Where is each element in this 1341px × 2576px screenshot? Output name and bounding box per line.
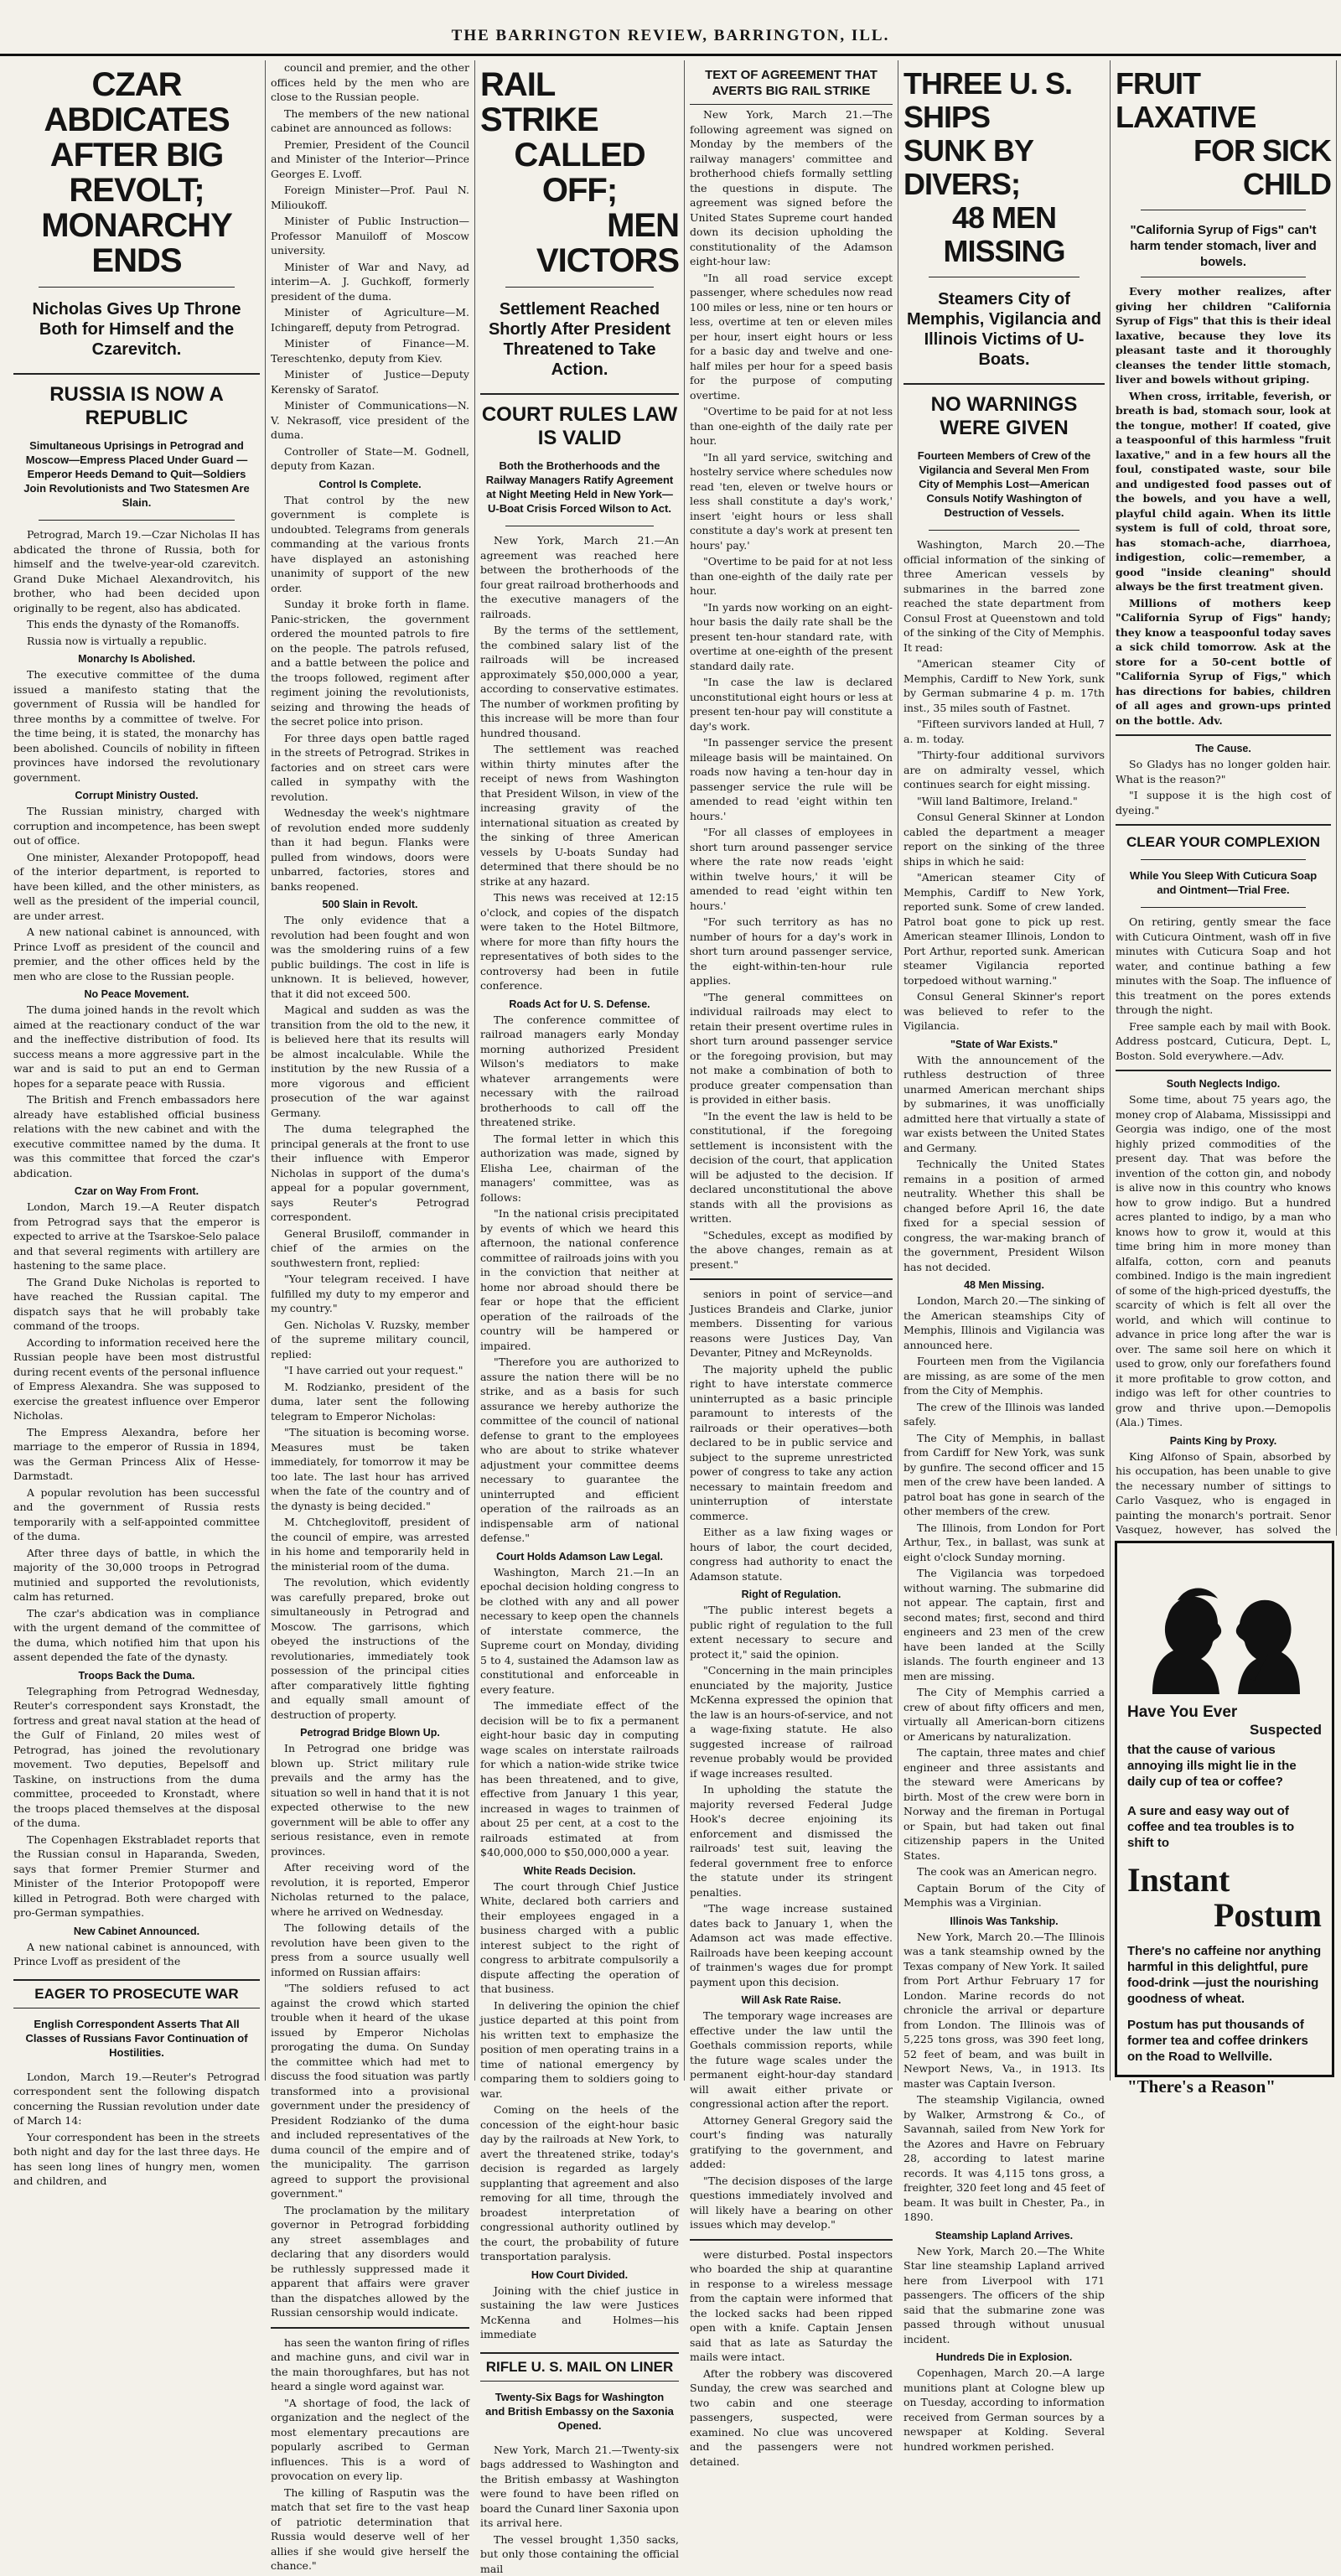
paragraph: A popular revolution has been successful and the government of Russia rests temporarily with a self-appointed committee of the duma. xyxy=(13,1485,260,1544)
deck: English Correspondent Asserts That All Classes of Russians Favor Continuation of Hostilities. xyxy=(18,2017,255,2060)
subhead: Hundreds Die in Explosion. xyxy=(903,2351,1105,2363)
paragraph: New York, March 21.—The following agreement was signed on Monday by the members of the railway managers' committee and brotherhood chiefs formally settling the questions in dispute. The agreement was signed before the United States Supreme court handed down its decision upholding the constitutionality of the Adamson eight-hour law: xyxy=(690,107,893,269)
paragraph: One minister, Alexander Protopopoff, head of the interior department, is reported to have been killed, and the other ministers, as well as the president of the imperial council, are under arrest. xyxy=(13,850,260,924)
paragraph: The City of Memphis carried a crew of about fifty officers and men, virtually all American-born citizens or Americans by naturalization. xyxy=(903,1685,1105,1744)
paragraph: New York, March 20.—The White Star line steamship Lapland arrived here from Liverpool with 171 passengers. The officers of the ship said that the submarine zone was passed through without unusual incident. xyxy=(903,2244,1105,2347)
paragraph: After receiving word of the revolution, it is reported, Emperor Nicholas returned to the palace, where he arrived on Wednesday. xyxy=(271,1860,469,1919)
secondary-headline: COURT RULES LAW IS VALID xyxy=(480,393,679,450)
subhead: Illinois Was Tankship. xyxy=(903,1915,1105,1927)
paragraph: Magical and sudden as was the transition from the old to the new, it is believed here that its results will be almost incalculable. While the institution by the new Russia of a more vigorous and efficient prosecution of the war against Germany. xyxy=(271,1003,469,1120)
ad-line: Postum has put thousands of former tea and coffee drinkers on the Road to Wellville. xyxy=(1127,2017,1322,2065)
ad-line: that the cause of various annoying ills might lie in the daily cup of tea or coffee? xyxy=(1127,1742,1322,1790)
subhead: Steamship Lapland Arrives. xyxy=(903,2230,1105,2242)
paragraph: Attorney General Gregory said the court's finding was naturally gratifying to the government, and added: xyxy=(690,2113,893,2172)
masthead-title: THE BARRINGTON REVIEW, BARRINGTON, ILL. xyxy=(0,27,1341,45)
paragraph: Joining with the chief justice in sustaining the law were Justices McKenna and Holmes—his immediate xyxy=(480,2283,679,2342)
headline-line: MONARCHY ENDS xyxy=(13,208,260,278)
paragraph: General Brusiloff, commander in chief of the armies on the southwestern front, replied: xyxy=(271,1226,469,1271)
paragraph: "Overtime to be paid for at not less than one-eighth of the daily rate per hour. xyxy=(690,554,893,599)
paragraph: "In case the law is declared unconstitutional eight hours or less at present ten-hour pay will constitute a day's work. xyxy=(690,675,893,733)
paragraph: On retiring, gently smear the face with Cuticura Ointment, wash off in five minutes with Cuticura Soap and hot water, and continue bathing a few minutes with the Soap. The influence of this treatment on the pores extends through the night. xyxy=(1116,915,1331,1018)
subhead: Will Ask Rate Raise. xyxy=(690,1994,893,2006)
paragraph: A new national cabinet is announced, with Prince Lvoff as president of the xyxy=(13,1940,260,1969)
paragraph: London, March 19.—A Reuter dispatch from Petrograd says that the emperor is expected to arrive at the Tsarskoe-Selo palace and that several regiments with artillery are hastening to the same place. xyxy=(13,1200,260,1273)
paragraph: Premier, President of the Council and Minister of the Interior—Prince Georges E. Lvoff. xyxy=(271,137,469,182)
paragraph: "Therefore you are authorized to assure the nation there will be no strike, and as a basis for such assurance we hereby authorize the committee of the council of national defense to grant to the employees who are about to strike whatever adjustment your committee deems necessary to guarantee the uninterrupted and efficient operation of the railroads as an indispensable arm of national defense." xyxy=(480,1355,679,1546)
paragraph: The following details of the revolution have been given to the press from a source usually well informed on Russian affairs: xyxy=(271,1920,469,1979)
headline-laxative xyxy=(1116,67,1331,201)
paragraph: Russia now is virtually a republic. xyxy=(13,634,260,649)
paragraph: After the robbery was discovered Sunday, the crew was searched and two cabin and one steerage passengers, suspected, were examined. No clue was uncovered and the passengers were not detained. xyxy=(690,2366,893,2470)
ad-line: Have You Ever xyxy=(1127,1703,1322,1722)
paragraph: "In the event the law is held to be constitutional, if the foregoing settlement is inconsistent with the decision of the court, that application will be adjusted to the decision. If declared unconstitutional the above stands with all the provisions as written. xyxy=(690,1109,893,1226)
paragraph: This news was received at 12:15 o'clock, and copies of the dispatch were taken to the Hotel Biltmore, where for more than fifty hours the representatives of both sides to the controversy had been in futile conference. xyxy=(480,890,679,993)
postum-advertisement xyxy=(1115,1541,1334,2077)
headline-rifle-mail: RIFLE U. S. MAIL ON LINER xyxy=(480,2352,679,2382)
paragraph: The conference committee of railroad managers early Monday morning authorized President Wilson's mediators to make whatever arrangements were necessary with the railroad brotherhoods to call off the threatened strike. xyxy=(480,1013,679,1130)
paragraph: The czar's abdication was in compliance with the urgent demand of the committee of the duma, which notified him that upon his assent depended the fate of the dynasty. xyxy=(13,1606,260,1665)
ad-brand-postum: Postum xyxy=(1127,1898,1322,1933)
deck: While You Sleep With Cuticura Soap and Ointment—Trial Free. xyxy=(1121,868,1326,897)
paragraph: Petrograd, March 19.—Czar Nicholas II has abdicated the throne of Russia, both for himself and the twelve-year-old czarevitch. Grand Duke Michael Alexandrovitch, his brother, who had been decided upon originally to be regent, also has abdicated. xyxy=(13,527,260,615)
paragraph: Technically the United States remains in a position of armed neutrality. Whether this shall be changed before April 16, the date fixed for a special session of congress, the war-making branch of the government, President Wilson has not decided. xyxy=(903,1157,1105,1274)
paragraph: "For such territory as has no number of hours for a day's work in short turn around passenger service, the eight-within-ten-hour rule applies. xyxy=(690,915,893,988)
deck: Fourteen Members of Crew of the Vigilancia and Several Men From City of Memphis Lost—American Consuls Notify Washington of Destruction of Vessels. xyxy=(909,448,1100,520)
silhouette-heads-icon xyxy=(1127,1552,1325,1698)
ad-line: Suspected xyxy=(1127,1722,1322,1739)
masthead xyxy=(0,0,1341,56)
subhead: Control Is Complete. xyxy=(271,479,469,490)
paragraph: The Empress Alexandra, before her marriage to the emperor of Russia in 1894, was the German Princess Alix of Hesse-Darmstadt. xyxy=(13,1425,260,1484)
paragraph: seniors in point of service—and Justices Brandeis and Clarke, junior members. Dissenting for various reasons were Justices Day, Van Devanter, Pitney and McReynolds. xyxy=(690,1287,893,1361)
subhead: The Cause. xyxy=(1116,743,1331,754)
headline-line: MEN VICTORS xyxy=(480,208,679,278)
paragraph: The court through Chief Justice White, declared both carriers and their employees engaged in a business charged with a public interest subject to the right of congress to arbitrate compulsorily a dispute affecting the operation of that business. xyxy=(480,1879,679,1997)
column-fruit-laxative xyxy=(1111,60,1337,1536)
column-ships-sunk xyxy=(898,60,1111,2081)
paragraph: The cook was an American negro. xyxy=(903,1864,1105,1879)
paragraph: "I suppose it is the high cost of dyeing." xyxy=(1116,788,1331,817)
paragraph: "In all yard service, switching and hostelry service where schedules now read 'ten, eleven or twelve hours or less shall constitute a day's work,' insert 'eight hours or less shall constitute a day's work at present ten hours' pay.' xyxy=(690,450,893,553)
paragraph: M. Chtcheglovitoff, president of the council of empire, was arrested in his home and temporarily held in the ministerial room of the duma. xyxy=(271,1515,469,1573)
paragraph: Consul General Skinner at London cabled the department a meager report on the sinking of the three ships in which he said: xyxy=(903,810,1105,868)
subheadline: Nicholas Gives Up Throne Both for Himself and the Czarevitch. xyxy=(13,299,260,360)
ad-slogan: "There's a Reason" xyxy=(1127,2076,1322,2097)
subhead: Paints King by Proxy. xyxy=(1116,1435,1331,1447)
paragraph: Minister of Justice—Deputy Kerensky of Saratof. xyxy=(271,367,469,397)
paragraph: When cross, irritable, feverish, or breath is bad, stomach sour, look at the tongue, mother! If coated, give a teaspoonful of this harmless "fruit laxative," and in a few hours all the foul, constipated waste, sour bile and undigested food passes out of the bowels, and you have a well, playful child again. When its little system is full of cold, throat sore, has stomach-ache, diarrhoea, indigestion, colic—remember, a good "inside cleaning" should always be the first treatment given. xyxy=(1116,389,1331,594)
subheadline: Steamers City of Memphis, Vigilancia and Illinois Victims of U-Boats. xyxy=(903,289,1105,370)
paragraph: Free sample each by mail with Book. Address postcard, Cuticura, Dept. L, Boston. Sold everywhere.—Adv. xyxy=(1116,1019,1331,1064)
headline-line: FOR SICK CHILD xyxy=(1116,134,1331,201)
paragraph: "American steamer City of Memphis, Cardiff to New York, reported sunk. Some of crew landed. Patrol boat gone to pick up rest. American steamer Illinois, London to Port Arthur, reported sunk. American steamer Vigilancia reported torpedoed without warning." xyxy=(903,870,1105,987)
paragraph: council and premier, and the other offices held by the men who are close to the Russian people. xyxy=(271,60,469,105)
paragraph: London, March 19.—Reuter's Petrograd correspondent sent the following dispatch concerning the Russian revolution under date of March 14: xyxy=(13,2070,260,2128)
paragraph: The City of Memphis, in ballast from Cardiff for New York, was sunk by gunfire. The second officer and 15 men of the crew have been landed. A patrol boat has gone in search of the other members of the crew. xyxy=(903,1431,1105,1519)
paragraph: Copenhagen, March 20.—A large munitions plant at Cologne blew up on Tuesday, according to information received from German sources by a newspaper at Kolding. Several hundred workmen perished. xyxy=(903,2366,1105,2454)
subhead: "State of War Exists." xyxy=(903,1039,1105,1050)
paragraph: The Copenhagen Ekstrabladet reports that the Russian consul in Haparanda, Sweden, says that former Premier Sturmer and Minister of the Interior Protopopoff were killed in Petrograd. Both were charged with pro-German sympathies. xyxy=(13,1832,260,1920)
paragraph: Washington, March 20.—The official information of the sinking of three American vessels by submarines in the barred zone reached the state department from Consul Frost at Queenstown and told of the sinking of the City of Memphis. It read: xyxy=(903,537,1105,655)
subhead: Czar on Way From Front. xyxy=(13,1185,260,1197)
paragraph: "Overtime to be paid for at not less than one-eighth of the daily rate per hour. xyxy=(690,404,893,448)
paragraph: M. Rodzianko, president of the duma, later sent the following telegram to Emperor Nicholas: xyxy=(271,1380,469,1424)
paragraph: A new national cabinet is announced, with Prince Lvoff as president of the council and premier, and the other offices held by the men who are close to the Russian people. xyxy=(13,925,260,983)
paragraph: London, March 20.—The sinking of the American steamships City of Memphis, Illinois and Vigilancia was announced here. xyxy=(903,1293,1105,1352)
subhead: Troops Back the Duma. xyxy=(13,1670,260,1682)
paragraph: "The wage increase sustained dates back to January 1, when the Adamson act was made effective. Railroads have been keeping account of trainmen's wages due for prompt payment upon this decision. xyxy=(690,1901,893,1989)
paragraph: has seen the wanton firing of rifles and machine guns, and civil war in the main thoroughfares, but has not heard a single word against war. xyxy=(271,2335,469,2394)
ad-line: A sure and easy way out of coffee and tea troubles is to shift to xyxy=(1127,1803,1322,1851)
headline-agreement: TEXT OF AGREEMENT THAT AVERTS BIG RAIL STRIKE xyxy=(690,67,893,105)
paragraph: Either as a law fixing wages or hours of labor, the court decided, congress had authority to enact the Adamson statute. xyxy=(690,1525,893,1583)
subheadline: "California Syrup of Figs" can't harm tender stomach, liver and bowels. xyxy=(1116,222,1331,270)
headline-line: 48 MEN MISSING xyxy=(903,201,1105,268)
paragraph: were disturbed. Postal inspectors who boarded the ship at quarantine in response to a wireless message from the captain were informed that the locked sacks had been ripped open with a knife. Captain Jensen said that as late as Saturday the mails were intact. xyxy=(690,2247,893,2365)
subhead: Court Holds Adamson Law Legal. xyxy=(480,1551,679,1563)
paragraph: So Gladys has no longer golden hair. What is the reason?" xyxy=(1116,757,1331,786)
paragraph: "For all classes of employees in short turn around passenger service where the rate now reads 'eight within twelve hours,' it will be amended to read 'eight within ten hours.' xyxy=(690,825,893,913)
paragraph: "I have carried out your request." xyxy=(271,1363,469,1378)
ad-line: There's no caffeine nor anything harmful in this delightful, pure food-drink —just the nourishing goodness of wheat. xyxy=(1127,1943,1322,2007)
paragraph: After three days of battle, in which the majority of the 30,000 troops in Petrograd mutinied and supported the revolutionists, calm has returned. xyxy=(13,1546,260,1604)
headline-line: CALLED OFF; xyxy=(480,137,679,208)
headline-eager: EAGER TO PROSECUTE WAR xyxy=(13,1979,260,2008)
paragraph: "In all road service except passenger, where schedules now read 100 miles or less, nine or ten hours or less, overtime at ten or eleven miles per hour, insert eight hours or less for a basic day and twelve and one-half miles per hour for a speed basis for the purpose of computing overtime. xyxy=(690,271,893,403)
paragraph: The members of the new national cabinet are announced as follows: xyxy=(271,106,469,136)
paragraph: The temporary wage increases are effective under the law until the Goethals commission reports, while the future wage scales under the permanent eight-hour-day standard will await either private or congressional action after the report. xyxy=(690,2008,893,2112)
paragraph: Some time, about 75 years ago, the money crop of Alabama, Mississippi and Georgia was indigo, one of the most highly prized commodities of the present day. That was before the invention of the cotton gin, and nobody is alive now in this country who knows how to grow indigo. But a hundred acres planted to indigo, by a man who knows how to grow it, would at this time bring him in more money than alfalfa, cotton, corn and peanuts combined. Indigo is the main ingredient of some of the high-priced dyestuffs, the scarcity of which is felt all over the world, and which will continue to advance in price long after the war is over. The same soil here on which it used to grow, only our forefathers found it more profitable to grow cotton, and indigo was left for other countries to grow and thrive upon.—Demopolis (Ala.) Times. xyxy=(1116,1092,1331,1430)
secondary-headline: NO WARNINGS WERE GIVEN xyxy=(903,383,1105,440)
paragraph: The crew of the Illinois was landed safely. xyxy=(903,1400,1105,1429)
paragraph: "The decision disposes of the large questions immediately involved and will likely have a bearing on other issues which may develop." xyxy=(690,2174,893,2232)
subhead: No Peace Movement. xyxy=(13,988,260,1000)
paragraph: By the terms of the settlement, the combined salary list of the railroads will be increased approximately $50,000,000 a year, according to conservative estimates. The number of workmen profiting by this increase will be more than four hundred thousand. xyxy=(480,623,679,740)
paragraph: Telegraphing from Petrograd Wednesday, Reuter's correspondent says Kronstadt, the fortress and great naval station at the head of the Gulf of Finland, 20 miles west of Petrograd, has joined the revolutionary movement. Two deputies, Bepelsoff and Taskine, on instructions from the duma committee, proceeded to Kronstadt, where the troops placed themselves at the disposal of the duma. xyxy=(13,1684,260,1831)
paragraph: "Will land Baltimore, Ireland." xyxy=(903,794,1105,809)
secondary-headline: RUSSIA IS NOW A REPUBLIC xyxy=(13,373,260,430)
paragraph: Captain Borum of the City of Memphis was a Virginian. xyxy=(903,1881,1105,1910)
subhead: 500 Slain in Revolt. xyxy=(271,899,469,910)
paragraph: The majority upheld the public right to have interstate commerce uninterrupted as a basic principle paramount to interests of the railroads or their operatives—both declared to be in public service and subject to the supreme unrestricted power of congress to take any action necessary to maintain freedom and uninterruption of interstate commerce. xyxy=(690,1362,893,1524)
paragraph: New York, March 21.—An agreement was reached here between the brotherhoods of the four great railroad brotherhoods and the executive managers of the railroads. xyxy=(480,533,679,621)
paragraph: That control by the new government is complete is undoubted. Telegrams from generals commanding at the various fronts have displayed an astonishing unanimity of support of the new order. xyxy=(271,493,469,596)
paragraph: In Petrograd one bridge was blown up. Strict military rule prevails and the army has the situation so well in hand that it is not expected otherwise to the new government will be able to offer any serious resistance, even in remote provinces. xyxy=(271,1741,469,1858)
paragraph: "The public interest begets a public right of regulation to the full extent necessary to secure and protect it," said the opinion. xyxy=(690,1603,893,1661)
paragraph: Gen. Nicholas V. Ruzsky, member of the supreme military council, replied: xyxy=(271,1318,469,1362)
paragraph: Coming on the heels of the concession of the eight-hour basic day by the railroads at New York, to avert the threatened strike, today's decision is regarded as largely supplanting that agreement and also removing for all time, through the broadest interpretation of congressional authority outlined by the court, the probability of future transportation paralysis. xyxy=(480,2102,679,2264)
paragraph: In upholding the statute the majority reversed Federal Judge Hook's decree enjoining its enforcement and dismissed the railroads' test suit, leaving the federal government free to enforce the statute under its stringent penalties. xyxy=(690,1782,893,1900)
headline-ships xyxy=(903,67,1105,268)
paragraph: Your correspondent has been in the streets both night and day for the last three days. He has seen long lines of hungry men, women and children, and xyxy=(13,2130,260,2189)
paragraph: "Thirty-four additional survivors are on admiralty vessel, which continues search for eight missing. xyxy=(903,748,1105,792)
silhouette-illustration xyxy=(1127,1552,1322,1698)
paragraph: The Vigilancia was torpedoed without warning. The submarine did not appear. The captain, first and second mates; first, second and third engineers and 23 men of the crew have been landed at the Scilly islands. The fourth engineer and 13 men are missing. xyxy=(903,1566,1105,1683)
paragraph: The Grand Duke Nicholas is reported to have reached the Russian capital. The dispatch says that he will probably take command of the troops. xyxy=(13,1275,260,1334)
paragraph: The revolution, which evidently was carefully prepared, broke out simultaneously in Petrograd and Moscow. The garrisons, which obeyed the instructions of the revolutionaries, immediately took possession of the principal cities after comparatively little fighting and equally small amount of destruction of property. xyxy=(271,1575,469,1722)
subhead: 48 Men Missing. xyxy=(903,1279,1105,1291)
headline-czar xyxy=(13,67,260,278)
column-agreement-text xyxy=(685,60,898,2081)
paragraph: Consul General Skinner's report was believed to refer to the Vigilancia. xyxy=(903,989,1105,1034)
paragraph: "Schedules, except as modified by the above changes, remain as at present." xyxy=(690,1228,893,1272)
paragraph: "In yards now working on an eight-hour basis the daily rate shall be the present ten-hour standard rate, with overtime at one-eighth of the present standard daily rate. xyxy=(690,600,893,674)
paragraph: New York, March 20.—The Illinois was a tank steamship owned by the Texas company of New York. It sailed from Port Arthur February 17 for London. Marine records do not chronicle the arrival or departure from London. The Illinois was of 5,225 tons gross, was 390 feet long, 52 feet of beam, and was built in Newport News, Va., in 1913. Its master was Captain Iverson. xyxy=(903,1930,1105,2091)
paragraph: "Fifteen survivors landed at Hull, 7 a. m. today. xyxy=(903,717,1105,746)
headline-line: SUNK BY DIVERS; xyxy=(903,134,1105,201)
subheadline: Settlement Reached Shortly After President Threatened to Take Action. xyxy=(480,299,679,380)
paragraph: This ends the dynasty of the Romanoffs. xyxy=(13,617,260,632)
paragraph: Minister of Finance—M. Tereschtenko, deputy from Kiev. xyxy=(271,336,469,365)
headline-complexion: CLEAR YOUR COMPLEXION xyxy=(1116,832,1331,853)
ad-brand-instant: Instant xyxy=(1127,1863,1322,1898)
paragraph: The settlement was reached within thirty minutes after the receipt of news from Washington that President Wilson, in view of the increasing gravity of the international situation as created by the sinking of three American vessels by U-boats Sunday had determined that there should be no strike at any hazard. xyxy=(480,742,679,889)
column-rail-strike xyxy=(475,60,685,2081)
paragraph: "In passenger service the present mileage basis will be maintained. On roads now having a ten-hour day in passenger service the rule will be amended to read 'eight within ten hours.' xyxy=(690,735,893,823)
paragraph: The proclamation by the military governor in Petrograd forbidding any street assemblages and declaring that any disorders would be ruthlessly suppressed made it apparent that affairs were graver than the dispatches allowed by the Russian censorship would indicate. xyxy=(271,2203,469,2320)
paragraph: Minister of Public Instruction—Professor Manuiloff of Moscow university. xyxy=(271,214,469,258)
subhead: How Court Divided. xyxy=(480,2269,679,2281)
paragraph: Fourteen men from the Vigilancia are missing, as are some of the men from the City of Memphis. xyxy=(903,1354,1105,1398)
paragraph: "American steamer City of Memphis, Cardiff to New York, sunk by German submarine 4 p. m. 17th inst., 35 miles south of Fastnet. xyxy=(903,656,1105,715)
paragraph: Sunday it broke forth in flame. Panic-stricken, the government ordered the mounted patrols to fire on the people. The patrols refused, and a battle between the police and the troops followed, regiment after regiment joining the revolutionists, seizing and throwing the heads of the secret police into prison. xyxy=(271,597,469,729)
headline-line: FRUIT LAXATIVE xyxy=(1116,67,1331,134)
paragraph: Millions of mothers keep "California Syrup of Figs" handy; they know a teaspoonful today saves a sick child tomorrow. Ask at the store for a 50-cent bottle of "California Syrup of Figs," which has directions for babies, children of all ages and grown-ups printed on the bottle. Adv. xyxy=(1116,596,1331,728)
column-czar-continued xyxy=(266,60,475,2081)
paragraph: Minister of Communications—N. V. Nekrasoff, vice president of the duma. xyxy=(271,398,469,443)
paragraph: "In the national crisis precipitated by events of which we heard this afternoon, the national conference committee of railroads joins with you in the conviction that neither at home nor abroad should there be fear or hope that the efficient operation of the railroads of the country will be hampered or impaired. xyxy=(480,1206,679,1353)
headline-line: CZAR ABDICATES xyxy=(13,67,260,137)
paragraph: With the announcement of the ruthless destruction of three unarmed American merchant ships by submarines, it was unofficially admitted here that virtually a state of war exists between the United States and Germany. xyxy=(903,1053,1105,1156)
paragraph: King Alfonso of Spain, absorbed by his occupation, has been unable to give the necessary number of sittings to Carlo Vasquez, who is engaged in painting the monarch's portrait. Senor Vasquez, however, has solved the xyxy=(1116,1449,1331,1699)
headline-rail-strike xyxy=(480,67,679,278)
paragraph: In delivering the opinion the chief justice departed at this point from his written text to emphasize the position of men operating trains in a time of national emergency by comparing them to soldiers going to war. xyxy=(480,1998,679,2102)
paragraph: Controller of State—M. Godnell, deputy from Kazan. xyxy=(271,444,469,474)
paragraph: "The general committees on individual railroads may elect to retain their present overtime rules in short turn around passenger service or the foregoing provision, but may not make a combination of both to produce greater compensation than is provided in either basis. xyxy=(690,990,893,1107)
paragraph: The Russian ministry, charged with corruption and incompetence, has been swept out of office. xyxy=(13,804,260,848)
paragraph: "The soldiers refused to act against the crowd which started trouble when it heard of the ukase issued by Emperor Nicholas prorogating the duma. On Sunday the committee which had met to discuss the food situation was partly transformed into a provisional government under the presidency of President Rodzianko of the duma and included representatives of the duma council of the empire and of the municipality. The garrison agreed to support the provisional government." xyxy=(271,1981,469,2201)
paragraph: Minister of Agriculture—M. Ichingareff, deputy from Petrograd. xyxy=(271,305,469,334)
deck: Both the Brotherhoods and the Railway Managers Ratify Agreement at Night Meeting Held in New York—U-Boat Crisis Forced Wilson to Act. xyxy=(485,459,674,516)
headline-line: AFTER BIG REVOLT; xyxy=(13,137,260,208)
paragraph: The steamship Vigilancia, owned by Walker, Armstrong & Co., of Savannah, sailed from New York for the Azores and Havre on February 28, according to latest marine records. It was 4,115 tons gross, a freighter, 320 feet long and 45 feet of beam. It was built in Chester, Pa., in 1890. xyxy=(903,2092,1105,2225)
headline-line: RAIL STRIKE xyxy=(480,67,679,137)
subhead: Petrograd Bridge Blown Up. xyxy=(271,1727,469,1739)
paragraph: The immediate effect of the decision will be to fix a permanent eight-hour basic day in computing wage scales on interstate railroads for which a nation-wide strike twice has been threatened, and to give, effective from January 1 this year, increased in wages to trainmen of about 25 per cent, at a cost to the railroads estimated at from $40,000,000 to $50,000,000 a year. xyxy=(480,1698,679,1860)
subhead: South Neglects Indigo. xyxy=(1116,1078,1331,1090)
paragraph: New York, March 21.—Twenty-six bags addressed to Washington and the British embassy at Washington were found to have been rifled on board the Cunard liner Saxonia upon its arrival here. xyxy=(480,2443,679,2531)
paragraph: The vessel brought 1,350 sacks, but only those containing the official mail xyxy=(480,2532,679,2576)
subhead: White Reads Decision. xyxy=(480,1865,679,1877)
paragraph: "Your telegram received. I have fulfilled my duty to my emperor and my country." xyxy=(271,1272,469,1316)
column-czar-abdicates xyxy=(8,60,266,2081)
paragraph: The Illinois, from London for Port Arthur, Tex., in ballast, was sunk at eight o'clock Sunday morning. xyxy=(903,1521,1105,1565)
paragraph: The executive committee of the duma issued a manifesto stating that the government of Russia will be handled for three months by a committee of twelve. For the time being, it is stated, the monarchy has been abolished. Councils of nobility in fifteen provinces have indorsed the revolutionary government. xyxy=(13,667,260,785)
paragraph: Foreign Minister—Prof. Paul N. Milioukoff. xyxy=(271,183,469,212)
paragraph: "The situation is becoming worse. Measures must be taken immediately, for tomorrow it may be too late. The last hour has arrived when the fate of the country and of the dynasty is being decided." xyxy=(271,1425,469,1513)
paragraph: The duma joined hands in the revolt which aimed at the reactionary conduct of the war and the ineffective distribution of food. Its success means a more aggressive part in the war and is said to put an end to German hopes for a separate peace with Russia. xyxy=(13,1003,260,1091)
headline-line: THREE U. S. SHIPS xyxy=(903,67,1105,134)
paragraph: Washington, March 21.—In an epochal decision holding congress to be clothed with any and all power necessary to keep open the channels of interstate commerce, the Supreme court on Monday, dividing 5 to 4, sustained the Adamson law as constitutional and enforceable in every feature. xyxy=(480,1565,679,1697)
subhead: Corrupt Ministry Ousted. xyxy=(13,790,260,801)
deck: Simultaneous Uprisings in Petrograd and Moscow—Empress Placed Under Guard — Emperor Heeds Demand to Quit—Soldiers Join Revolutionists and Two Statesmen Are Slain. xyxy=(18,438,255,510)
paragraph: The killing of Rasputin was the match that set fire to the vast heap of patriotic determination that Russia would deserve well of her allies if she would give herself the chance." xyxy=(271,2485,469,2573)
paragraph: The British and French embassadors here already have established official business relations with the new cabinet and with the executive committee named by the duma. It was this committee that forced the czar's abdication. xyxy=(13,1092,260,1180)
paragraph: "A shortage of food, the lack of organization and the neglect of the most elementary precautions are popularly ascribed to German influences. This is a word of provocation on every lip. xyxy=(271,2396,469,2484)
subhead: Right of Regulation. xyxy=(690,1589,893,1600)
paragraph: Minister of War and Navy, ad interim—A. J. Guchkoff, formerly president of the duma. xyxy=(271,260,469,304)
subhead: Roads Act for U. S. Defense. xyxy=(480,998,679,1010)
paragraph: The only evidence that a revolution had been fought and won was the smoldering ruins of a few public buildings. The cost in life is unknown. It is believed, however, that it did not exceed 500. xyxy=(271,913,469,1001)
paragraph: The duma telegraphed the principal generals at the front to use their influence with Emperor Nicholas in support of the duma's appeal for a popular government, says Reuter's Petrograd correspondent. xyxy=(271,1122,469,1225)
paragraph: Every mother realizes, after giving her children "California Syrup of Figs" that this is their ideal laxative, because they love its pleasant taste and it thoroughly cleanses the tender little stomach, liver and bowels without griping. xyxy=(1116,284,1331,387)
paragraph: According to information received here the Russian people have been most distrustful during recent events of the personal influence of Empress Alexandra. She was supposed to exercise the greatest influence over Emperor Nicholas. xyxy=(13,1335,260,1423)
subhead: Monarchy Is Abolished. xyxy=(13,653,260,665)
paragraph: The captain, three mates and chief engineer and three assistants and the steward were Americans by birth. Most of the crew were born in Norway and the fireman in Portugal or Spain, but had taken out final citizenship papers in the United States. xyxy=(903,1745,1105,1863)
paragraph: Wednesday the week's nightmare of revolution ended more suddenly than it had begun. Flanks were pulled from windows, doors were unbarred, factories, stores and banks reopened. xyxy=(271,806,469,894)
subhead: New Cabinet Announced. xyxy=(13,1926,260,1937)
paragraph: The formal letter in which this authorization was made, signed by Elisha Lee, chairman of the managers' committee, was as follows: xyxy=(480,1132,679,1205)
deck: Twenty-Six Bags for Washington and British Embassy on the Saxonia Opened. xyxy=(485,2390,674,2433)
paragraph: "Concerning in the main principles enunciated by the majority, Justice McKenna expressed the opinion that the law is an hours-of-service, and not a wage-fixing statute. He also suggested increase of railroad revenue probably would be provided if wage increases resulted. xyxy=(690,1663,893,1780)
paragraph: For three days open battle raged in the streets of Petrograd. Strikes in factories and on street cars were called in sympathy with the revolution. xyxy=(271,731,469,805)
